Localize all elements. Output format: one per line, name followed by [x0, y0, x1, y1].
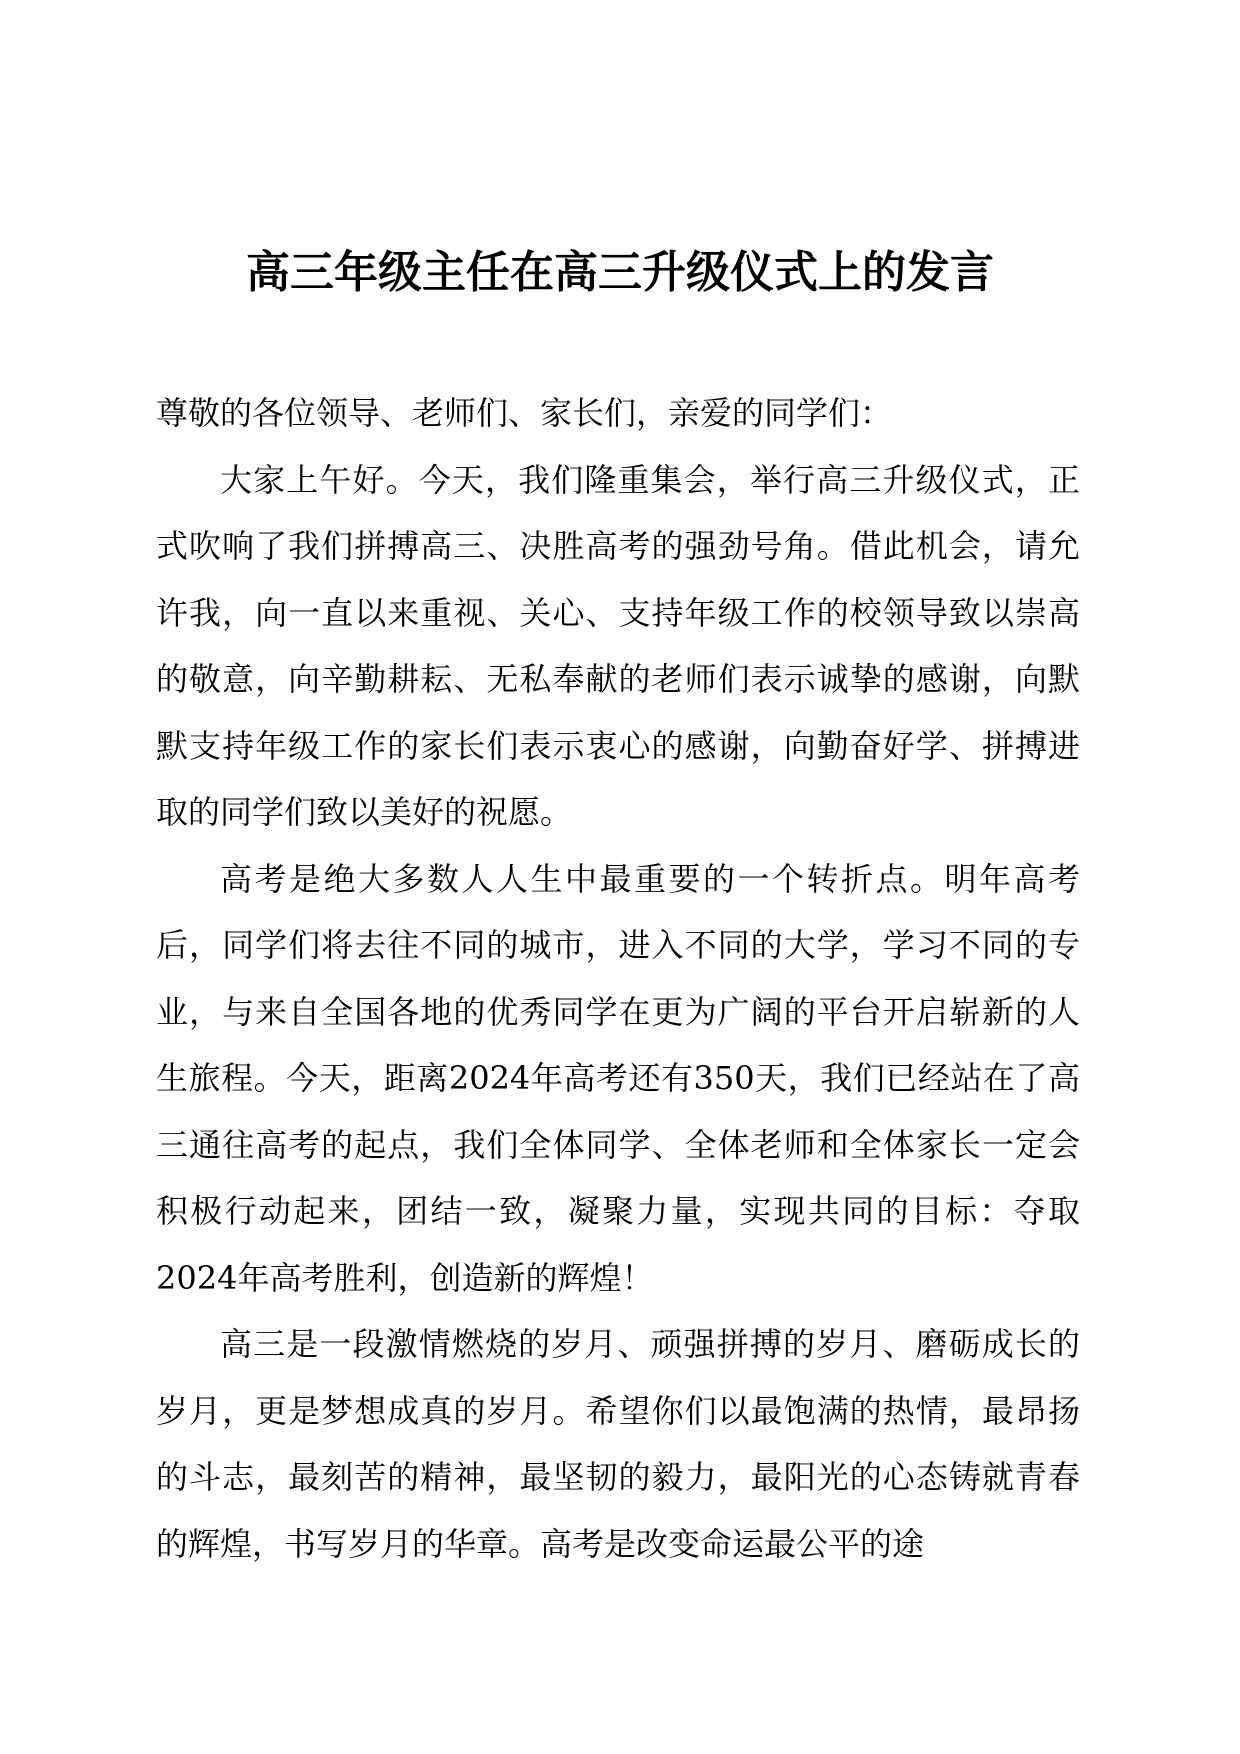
- paragraph-2: 高考是绝大多数人人生中最重要的一个转折点。明年高考后，同学们将去往不同的城市，进入不同的大学，学习不同的专业，与来自全国各地的优秀同学在更为广阔的平台开启崭新的人生旅程。今天，距离2024年高考还有350天，我们已经站在了高三通往高考的起点，我们全体同学、全体老师和全体家长一定会积极行动起来，团结一致，凝聚力量，实现共同的目标：夺取2024年高考胜利，创造新的辉煌！: [156, 859, 1080, 1297]
- page-title: 高三年级主任在高三升级仪式上的发言: [246, 247, 994, 298]
- document-body: [156, 380, 1080, 1577]
- paragraph-3: 高三是一段激情燃烧的岁月、顽强拼搏的岁月、磨砺成长的岁月，更是梦想成真的岁月。希望你们以最饱满的热情，最昂扬的斗志，最刻苦的精神，最坚韧的毅力，最阳光的心态铸就青春的辉煌，书写岁月的华章。高考是改变命运最公平的途: [156, 1325, 1080, 1563]
- salutation: 尊敬的各位领导、老师们、家长们，亲爱的同学们：: [156, 394, 893, 432]
- paragraph-1: 大家上午好。今天，我们隆重集会，举行高三升级仪式，正式吹响了我们拼搏高三、决胜高考的强劲号角。借此机会，请允许我，向一直以来重视、关心、支持年级工作的校领导致以崇高的敬意，向辛勤耕耘、无私奉献的老师们表示诚挚的感谢，向默默支持年级工作的家长们表示衷心的感谢，向勤奋好学、拼搏进取的同学们致以美好的祝愿。: [156, 460, 1080, 831]
